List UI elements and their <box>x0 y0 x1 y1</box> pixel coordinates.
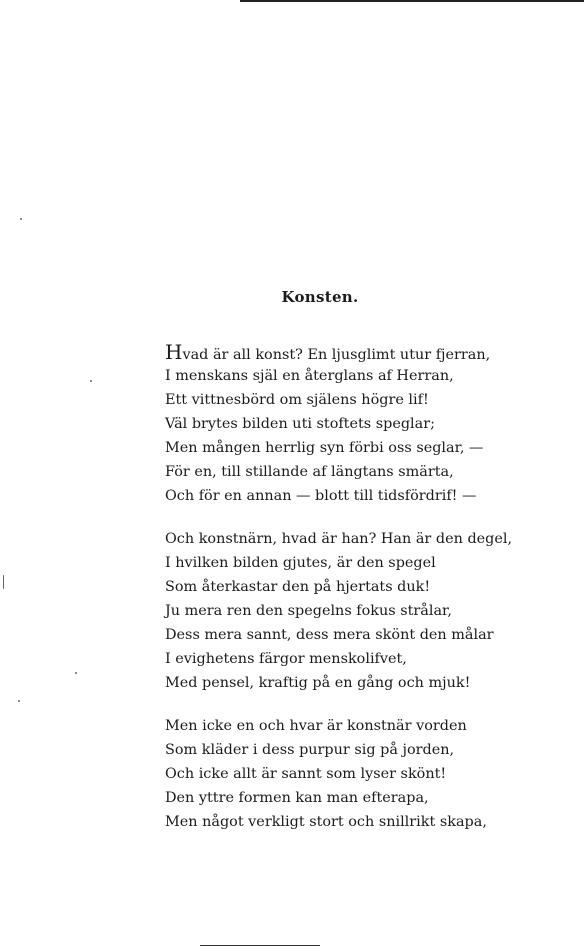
poem-line: Ju mera ren den spegelns fokus strålar, <box>165 603 452 619</box>
poem-line: Dess mera sannt, dess mera skönt den målar <box>165 627 494 643</box>
stanza-2 <box>165 527 512 695</box>
poem-line: Men icke en och hvar är konstnär vorden <box>165 718 467 734</box>
poem-line: Och konstnärn, hvad är han? Han är den degel, <box>165 531 513 547</box>
poem-line: Den yttre formen kan man efterapa, <box>165 790 429 806</box>
stanza-3 <box>165 714 512 834</box>
bottom-rule <box>200 945 320 946</box>
ink-speck <box>18 700 20 702</box>
ink-speck <box>90 380 92 382</box>
poem-body <box>165 340 512 853</box>
poem-line: I evighetens färgor menskolifvet, <box>165 651 407 667</box>
poem-line: Och för en annan — blott till tidsfördrif! — <box>165 488 477 504</box>
top-rule <box>240 0 584 2</box>
poem-line: Men mången herrlig syn förbi oss seglar, — <box>165 440 484 456</box>
stanza-1 <box>165 340 512 508</box>
poem-line: Som återkastar den på hjertats duk! <box>165 579 431 595</box>
poem-line: I hvilken bilden gjutes, är den spegel <box>165 555 436 571</box>
poem-line-rest: vad är all konst? En ljusglimt utur fjerran, <box>182 347 491 363</box>
poem-line: I menskans själ en återglans af Herran, <box>165 368 454 384</box>
poem-line: För en, till stillande af längtans smärta, <box>165 464 454 480</box>
poem-line <box>165 340 512 364</box>
ink-speck <box>20 218 22 220</box>
poem-line: Som kläder i dess purpur sig på jorden, <box>165 742 455 758</box>
poem-line: Väl brytes bilden uti stoftets speglar; <box>165 416 435 432</box>
ink-speck <box>75 672 77 674</box>
poem-title: Konsten. <box>281 288 359 306</box>
poem-line: Men något verkligt stort och snillrikt skapa, <box>165 814 487 830</box>
drop-cap: H <box>165 340 183 364</box>
poem-line: Och icke allt är sannt som lyser skönt! <box>165 766 447 782</box>
poem-line: Med pensel, kraftig på en gång och mjuk! <box>165 675 471 691</box>
poem-line: Ett vittnesbörd om själens högre lif! <box>165 392 429 408</box>
ink-speck <box>3 575 4 589</box>
